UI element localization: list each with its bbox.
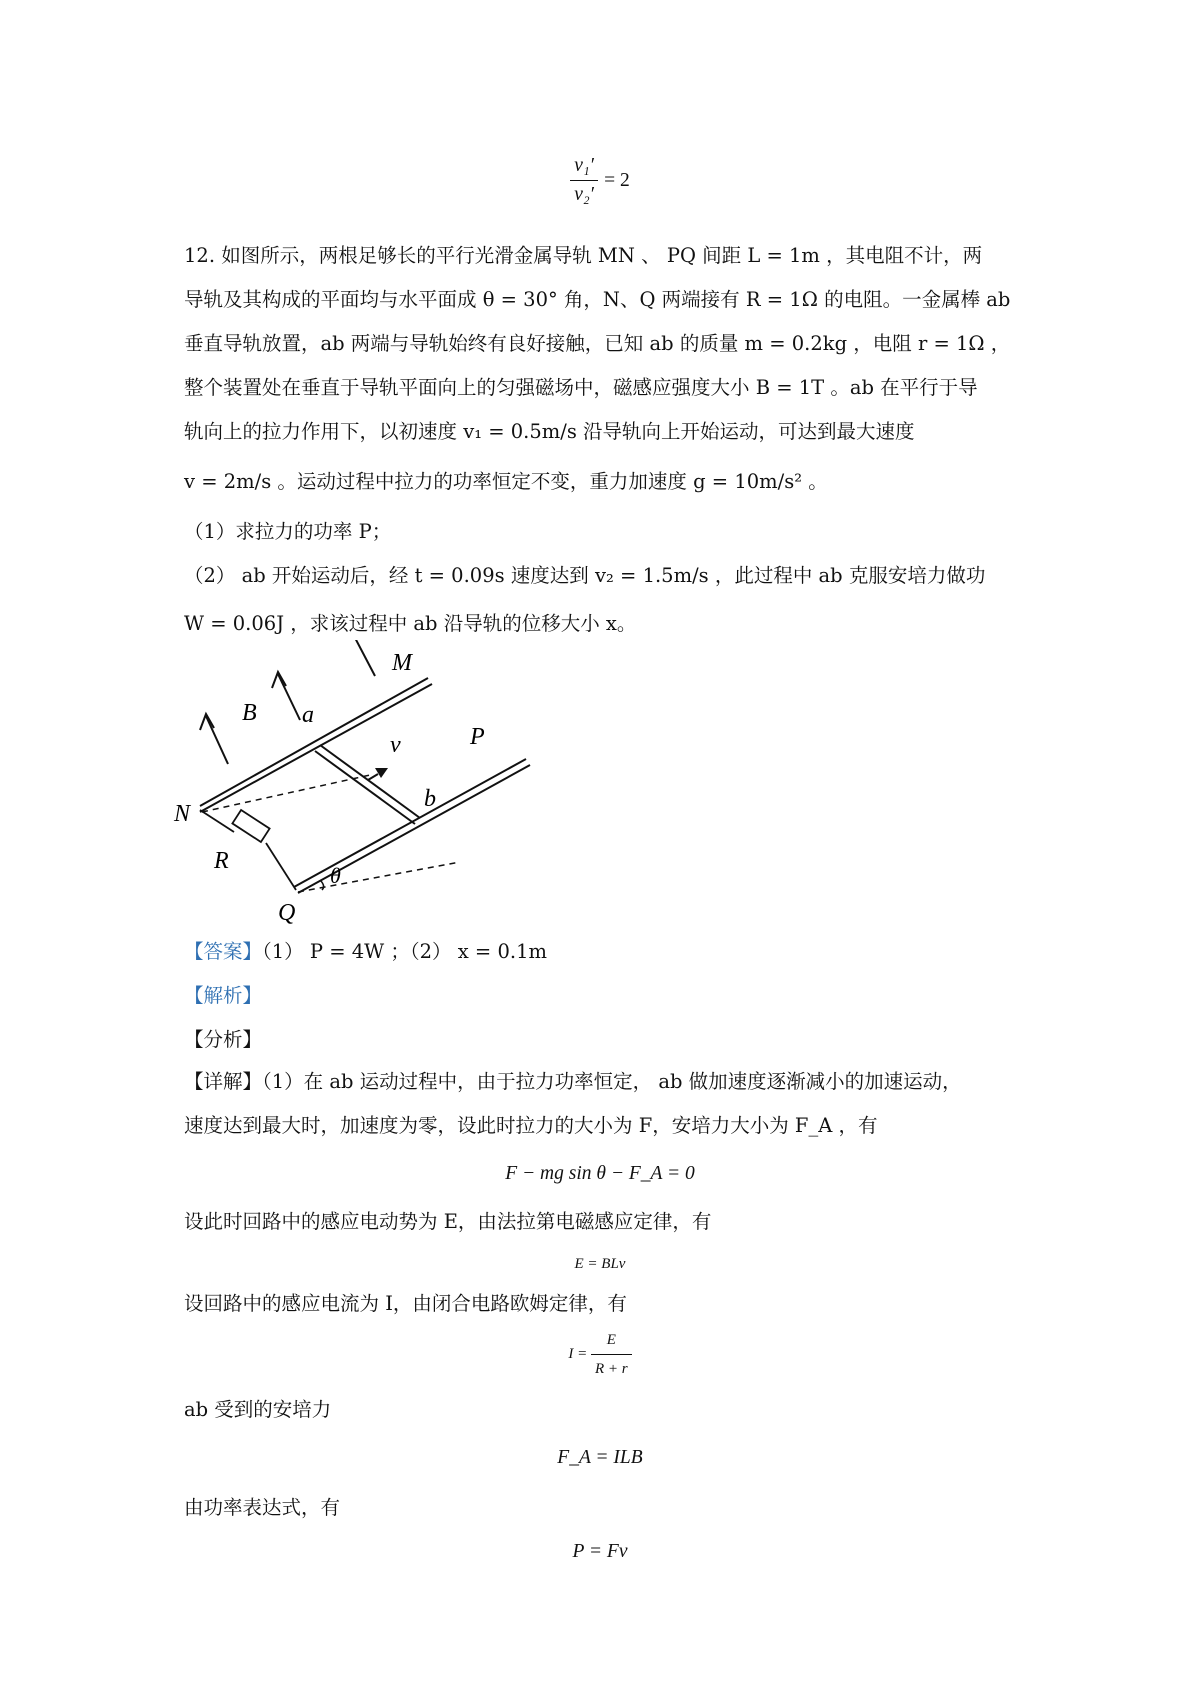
detail-line-1 [184,1068,962,1096]
label-p: P [470,724,485,750]
top-equation-denominator: v₂′ [574,184,594,205]
rail-diagram [170,640,570,930]
equation-power: P = Fv [572,1541,628,1562]
wire-n-r [200,810,234,832]
problem-line-6: v = 2m/s 。运动过程中拉力的功率恒定不变，重力加速度 g = 10m/s² 。 [184,470,828,493]
label-r: R [214,848,229,874]
equation-emf: E = BLv [574,1256,626,1272]
b-arrow-3 [353,640,375,676]
label-theta: θ [330,863,341,888]
top-equation-fraction [570,152,598,209]
label-a: a [302,702,314,728]
detail-tag: 【详解】 [184,1070,263,1093]
detail-line-2: 速度达到最大时，加速度为零，设此时拉力的大小为 F，安培力大小为 F_A ，有 [184,1114,878,1137]
label-n: N [174,801,191,827]
v-arrow-line [368,774,378,780]
equation-ampere-force: F_A = ILB [557,1447,643,1468]
label-b-end: b [424,786,436,812]
rod-ab-lower [315,751,415,824]
detail-line-5: ab 受到的安培力 [184,1398,332,1421]
top-equation [0,152,1200,209]
answer-tag: 【答案】 [184,940,263,963]
b-arrow-2 [278,674,300,720]
equation-current-fraction [591,1326,632,1383]
dashed-reference-q [298,862,460,892]
detail-text-1: （1）在 ab 运动过程中，由于拉力功率恒定， ab 做加速度逐渐减小的加速运动， [262,1070,962,1093]
rod-ab-upper [320,745,420,818]
equation-current-numerator: E [591,1326,632,1355]
problem-line-5: 轨向上的拉力作用下，以初速度 v₁ = 0.5m/s 沿导轨向上开始运动，可达到最大速度 [184,420,915,443]
wire-r-q [266,843,296,890]
fenxi-line [184,1026,262,1054]
rail-pq-upper [294,759,526,887]
dashed-reference-n [202,775,370,812]
b-field-arrows [200,640,375,764]
resistor-r [232,810,269,842]
top-equation-rhs: = 2 [604,170,630,191]
equation-current-lhs: I = [568,1345,588,1362]
v-arrow-head [375,768,388,778]
answer-text: （1） P = 4W ；（2） x = 0.1m [262,940,547,963]
question-1: （1）求拉力的功率 P； [184,520,392,543]
top-equation-numerator: v₁′ [570,152,598,181]
detail-line-4: 设回路中的感应电流为 I，由闭合电路欧姆定律，有 [184,1292,627,1315]
fenxi-tag: 【分析】 [184,1028,263,1051]
question-2-line-1: （2） ab 开始运动后，经 t = 0.09s 速度达到 v₂ = 1.5m/s ，此过程中 ab 克服安培力做功 [184,564,986,587]
label-q: Q [278,900,296,926]
question-2-line-2: W = 0.06J ，求该过程中 ab 沿导轨的位移大小 x。 [184,612,637,635]
detail-line-6: 由功率表达式，有 [184,1496,341,1519]
label-m: M [392,650,412,676]
analysis-tag: 【解析】 [184,984,263,1007]
equation-current [0,1326,1200,1383]
problem-line-2: 导轨及其构成的平面均与水平面成 θ = 30° 角，N、Q 两端接有 R = 1Ω 的电阻。一金属棒 ab [184,288,1011,311]
equation-current-denominator: R + r [595,1361,628,1377]
label-v: v [390,732,401,758]
problem-line-1: 12. 如图所示，两根足够长的平行光滑金属导轨 MN 、 PQ 间距 L = 1m ，其电阻不计，两 [184,244,983,267]
equation-force-balance: F − mg sin θ − F_A = 0 [505,1163,695,1184]
answer-line [184,938,547,966]
detail-line-3: 设此时回路中的感应电动势为 E，由法拉第电磁感应定律，有 [184,1210,712,1233]
problem-line-3: 垂直导轨放置，ab 两端与导轨始终有良好接触，已知 ab 的质量 m = 0.2kg ，电阻 r = 1Ω ， [184,332,1011,355]
label-b-field: B [242,700,257,726]
analysis-line [184,982,262,1010]
b-arrow-1 [206,716,228,764]
problem-line-4: 整个装置处在垂直于导轨平面向上的匀强磁场中，磁感应强度大小 B = 1T 。ab 在平行于导 [184,376,978,399]
